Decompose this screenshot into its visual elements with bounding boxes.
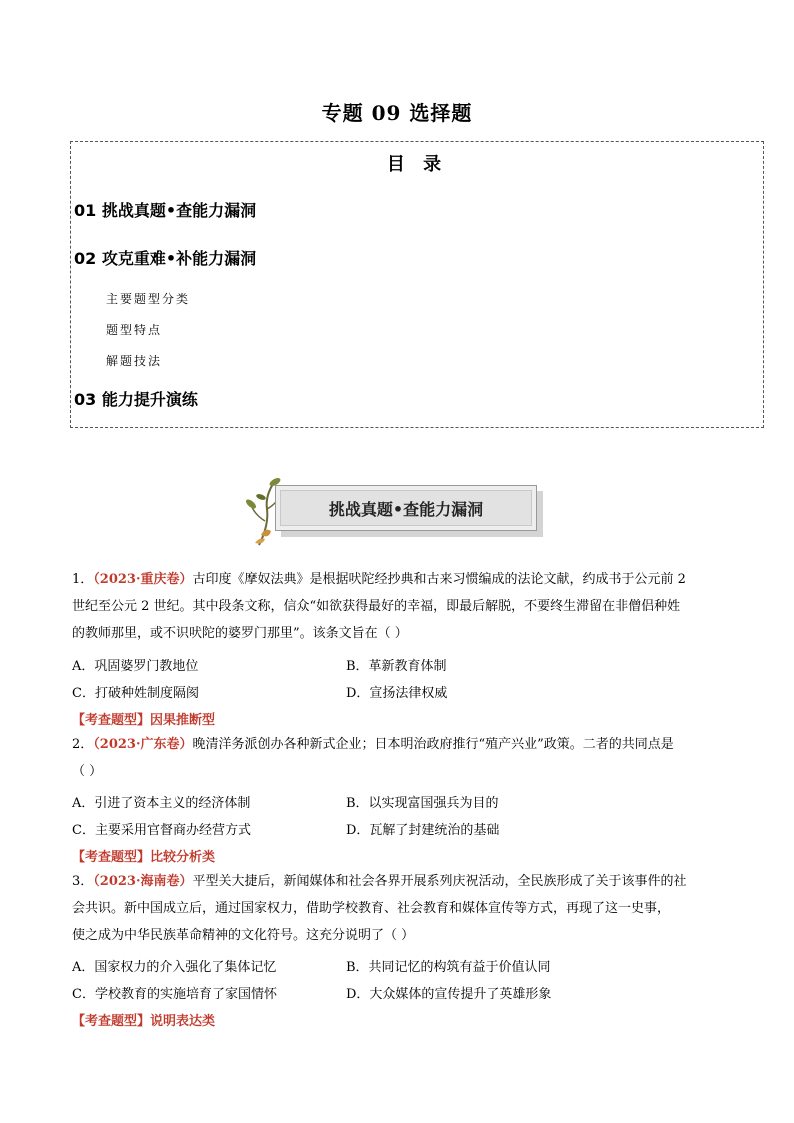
question-text: 晚清洋务派创办各种新式企业；日本明治政府推行“殖产兴业”政策。二者的共同点是 bbox=[192, 737, 674, 752]
question-2 bbox=[72, 731, 724, 785]
question-1-line-3: 的教师那里，或不识吠陀的婆罗门那里”。该条文旨在（ ） bbox=[72, 626, 408, 641]
option-1b[interactable]: B．革新教育体制 bbox=[346, 659, 447, 674]
question-text: 平型关大捷后，新闻媒体和社会各界开展系列庆祝活动，全民族形成了关于该事件的社 bbox=[192, 874, 687, 889]
toc-item-1[interactable]: 01 挑战真题•查能力漏洞 bbox=[74, 201, 257, 220]
option-3d[interactable]: D．大众媒体的宣传提升了英雄形象 bbox=[346, 987, 552, 1002]
option-1d[interactable]: D．宣扬法律权威 bbox=[346, 686, 448, 701]
toc-item-2[interactable]: 02 攻克重难•补能力漏洞 bbox=[74, 249, 257, 268]
question-number: 3． bbox=[72, 874, 94, 889]
question-type-tag-2: 【考查题型】比较分析类 bbox=[72, 850, 216, 865]
question-source: （2023·重庆卷） bbox=[93, 572, 193, 587]
question-number: 1． bbox=[72, 572, 94, 587]
question-3-line-1 bbox=[72, 868, 724, 895]
option-3b[interactable]: B．共同记忆的构筑有益于价值认同 bbox=[346, 960, 551, 975]
toc-item-3[interactable]: 03 能力提升演练 bbox=[74, 390, 198, 409]
question-2-line-2: （ ） bbox=[72, 764, 103, 779]
table-of-contents bbox=[70, 141, 764, 428]
option-2b[interactable]: B．以实现富国强兵为目的 bbox=[346, 796, 499, 811]
option-1c[interactable]: C．打破种姓制度隔阂 bbox=[72, 686, 199, 701]
question-3-line-2: 会共识。新中国成立后，通过国家权力，借助学校教育、社会教育和媒体宣传等方式，再现了这一史事， bbox=[72, 901, 671, 916]
question-3 bbox=[72, 868, 724, 949]
banner-label: 挑战真题•查能力漏洞 bbox=[280, 490, 532, 526]
question-1-line-1 bbox=[72, 566, 724, 593]
question-2-line-1 bbox=[72, 731, 724, 758]
toc-subitem-1[interactable]: 主要题型分类 bbox=[106, 292, 191, 306]
toc-heading: 目 录 bbox=[386, 154, 448, 175]
toc-subitem-2[interactable]: 题型特点 bbox=[106, 323, 163, 337]
question-number: 2． bbox=[72, 737, 94, 752]
option-1a[interactable]: A．巩固婆罗门教地位 bbox=[72, 659, 199, 674]
option-2c[interactable]: C．主要采用官督商办经营方式 bbox=[72, 823, 251, 838]
question-source: （2023·广东卷） bbox=[93, 737, 193, 752]
page-title: 专题 09 选择题 bbox=[321, 101, 473, 125]
option-2d[interactable]: D．瓦解了封建统治的基础 bbox=[346, 823, 500, 838]
section-banner bbox=[245, 475, 545, 547]
option-2a[interactable]: A．引进了资本主义的经济体制 bbox=[72, 796, 251, 811]
option-3a[interactable]: A．国家权力的介入强化了集体记忆 bbox=[72, 960, 277, 975]
question-source: （2023·海南卷） bbox=[93, 874, 193, 889]
question-type-tag-1: 【考查题型】因果推断型 bbox=[72, 713, 216, 728]
question-type-tag-3: 【考查题型】说明表达类 bbox=[72, 1014, 216, 1029]
question-1-line-2: 世纪至公元 2 世纪。其中段条文称，信众“如欲获得最好的幸福，即最后解脱，不要终生滞留在非僧侣种姓 bbox=[72, 599, 681, 614]
question-3-line-3: 使之成为中华民族革命精神的文化符号。这充分说明了（ ） bbox=[72, 928, 415, 943]
question-1 bbox=[72, 566, 724, 647]
question-text: 古印度《摩奴法典》是根据吠陀经抄典和古来习惯编成的法论文献，约成书于公元前 2 bbox=[192, 572, 686, 587]
option-3c[interactable]: C．学校教育的实施培育了家国情怀 bbox=[72, 987, 277, 1002]
banner-frame bbox=[275, 485, 537, 531]
toc-subitem-3[interactable]: 解题技法 bbox=[106, 354, 163, 368]
